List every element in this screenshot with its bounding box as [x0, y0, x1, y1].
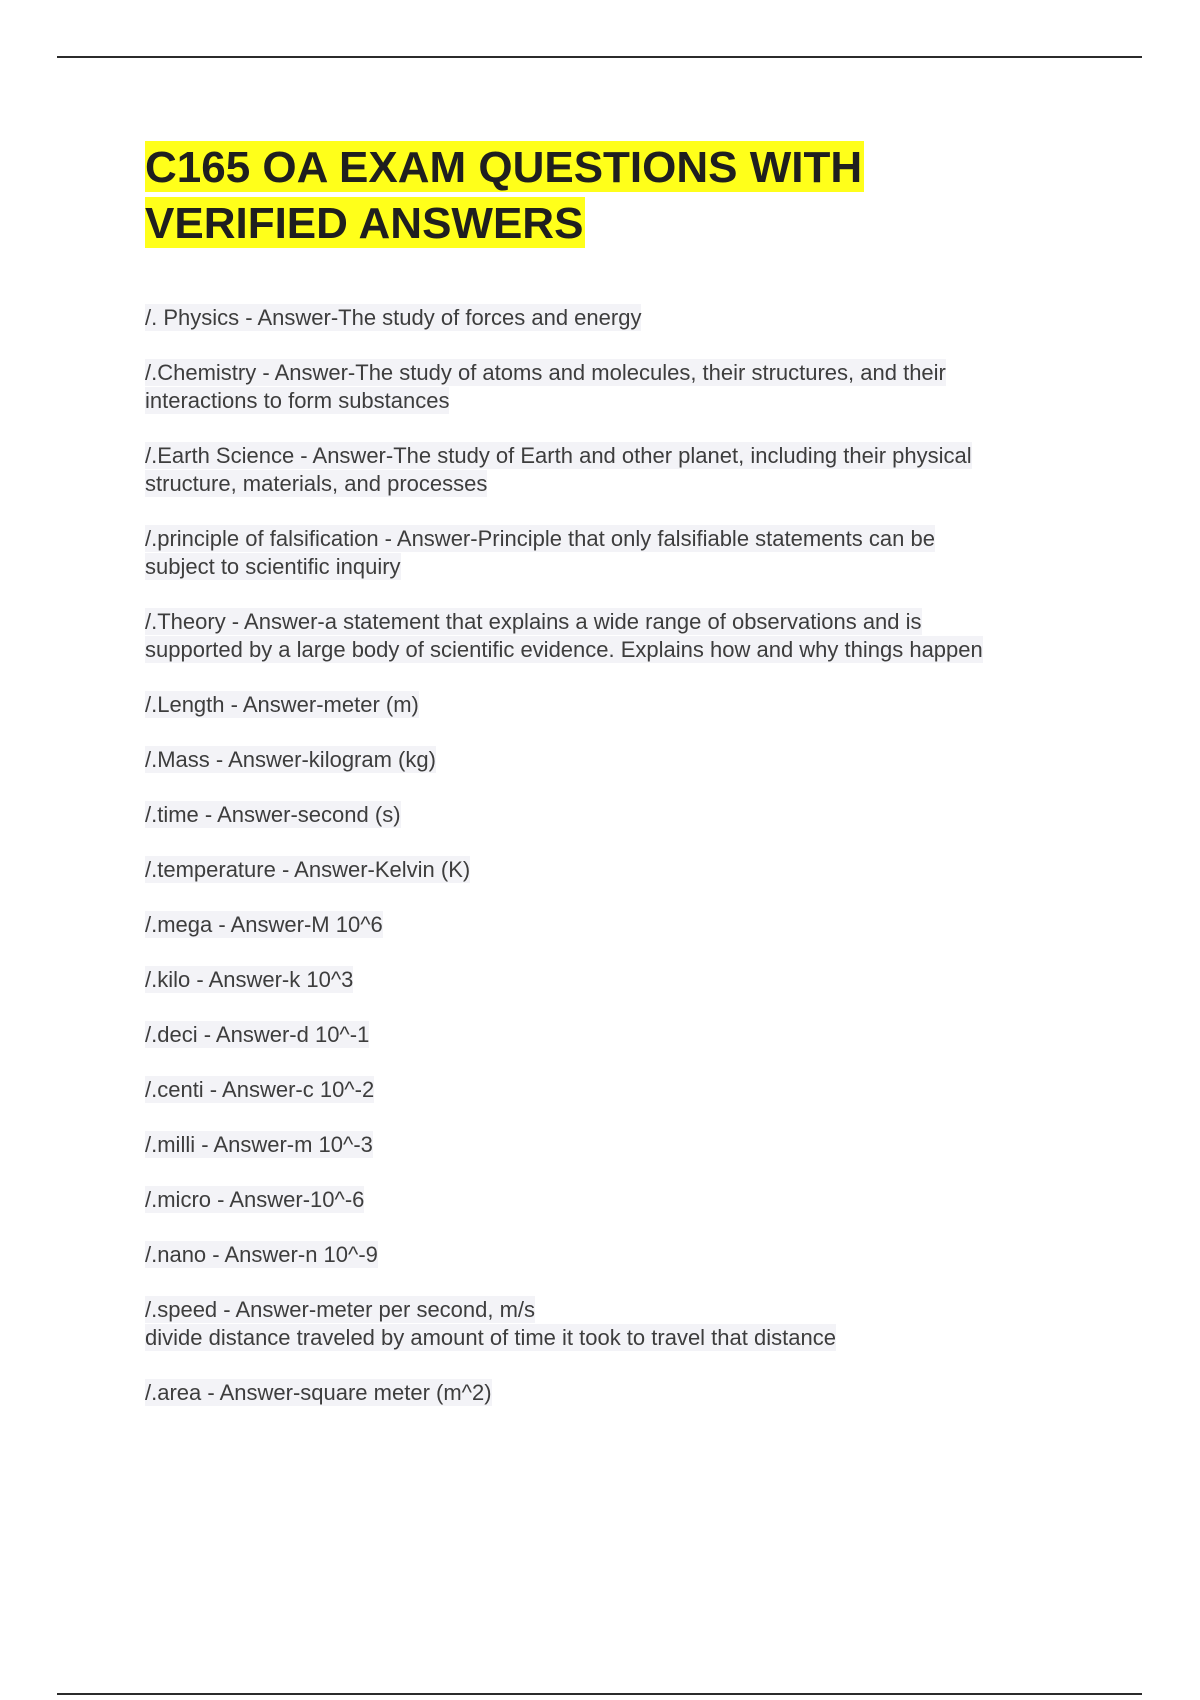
qa-entry-line: /.micro - Answer-10^-6 — [145, 1187, 365, 1212]
qa-entry — [145, 691, 1105, 719]
qa-entry — [145, 1021, 1105, 1049]
qa-entry — [145, 1379, 1105, 1407]
qa-entry — [145, 1241, 1105, 1269]
qa-entry-line: /.area - Answer-square meter (m^2) — [145, 1380, 492, 1405]
document-body — [145, 140, 1105, 1434]
qa-entry-line: /.principle of falsification - Answer-Principle that only falsifiable statements can be — [145, 526, 935, 551]
qa-entry-line: /. Physics - Answer-The study of forces and energy — [145, 305, 642, 330]
qa-entry-line: /.milli - Answer-m 10^-3 — [145, 1132, 373, 1157]
qa-entry-line: /.nano - Answer-n 10^-9 — [145, 1242, 378, 1267]
qa-entry-line: /.Length - Answer-meter (m) — [145, 692, 419, 717]
qa-entry-line: divide distance traveled by amount of time it took to travel that distance — [145, 1325, 836, 1350]
qa-entry-line: /.Chemistry - Answer-The study of atoms and molecules, their structures, and their — [145, 360, 946, 385]
qa-entry — [145, 856, 1105, 884]
qa-entry-line: /.Earth Science - Answer-The study of Earth and other planet, including their physical — [145, 443, 972, 468]
qa-entry — [145, 966, 1105, 994]
qa-entry-line: interactions to form substances — [145, 388, 450, 413]
qa-entry — [145, 1186, 1105, 1214]
qa-entry-line: /.Mass - Answer-kilogram (kg) — [145, 747, 436, 772]
qa-entry — [145, 1296, 1105, 1352]
qa-entry-line: supported by a large body of scientific evidence. Explains how and why things happen — [145, 637, 983, 662]
qa-entry-line: /.temperature - Answer-Kelvin (K) — [145, 857, 471, 882]
qa-entry — [145, 746, 1105, 774]
top-divider — [57, 56, 1142, 58]
qa-list — [145, 304, 1105, 1407]
title-line: C165 OA EXAM QUESTIONS WITH — [145, 143, 863, 192]
qa-entry-line: /.Theory - Answer-a statement that explains a wide range of observations and is — [145, 609, 922, 634]
qa-entry — [145, 442, 1105, 498]
qa-entry-line: /.speed - Answer-meter per second, m/s — [145, 1297, 536, 1322]
qa-entry — [145, 801, 1105, 829]
qa-entry-line: subject to scientific inquiry — [145, 554, 401, 579]
qa-entry — [145, 304, 1105, 332]
qa-entry — [145, 525, 1105, 581]
document-title — [145, 140, 1105, 252]
qa-entry-line: /.deci - Answer-d 10^-1 — [145, 1022, 370, 1047]
qa-entry — [145, 608, 1105, 664]
qa-entry — [145, 1131, 1105, 1159]
title-line: VERIFIED ANSWERS — [145, 199, 584, 248]
qa-entry-line: structure, materials, and processes — [145, 471, 488, 496]
qa-entry — [145, 1076, 1105, 1104]
bottom-divider — [57, 1693, 1142, 1695]
qa-entry — [145, 911, 1105, 939]
qa-entry-line: /.time - Answer-second (s) — [145, 802, 401, 827]
qa-entry-line: /.kilo - Answer-k 10^3 — [145, 967, 354, 992]
qa-entry-line: /.centi - Answer-c 10^-2 — [145, 1077, 375, 1102]
qa-entry-line: /.mega - Answer-M 10^6 — [145, 912, 383, 937]
qa-entry — [145, 359, 1105, 415]
